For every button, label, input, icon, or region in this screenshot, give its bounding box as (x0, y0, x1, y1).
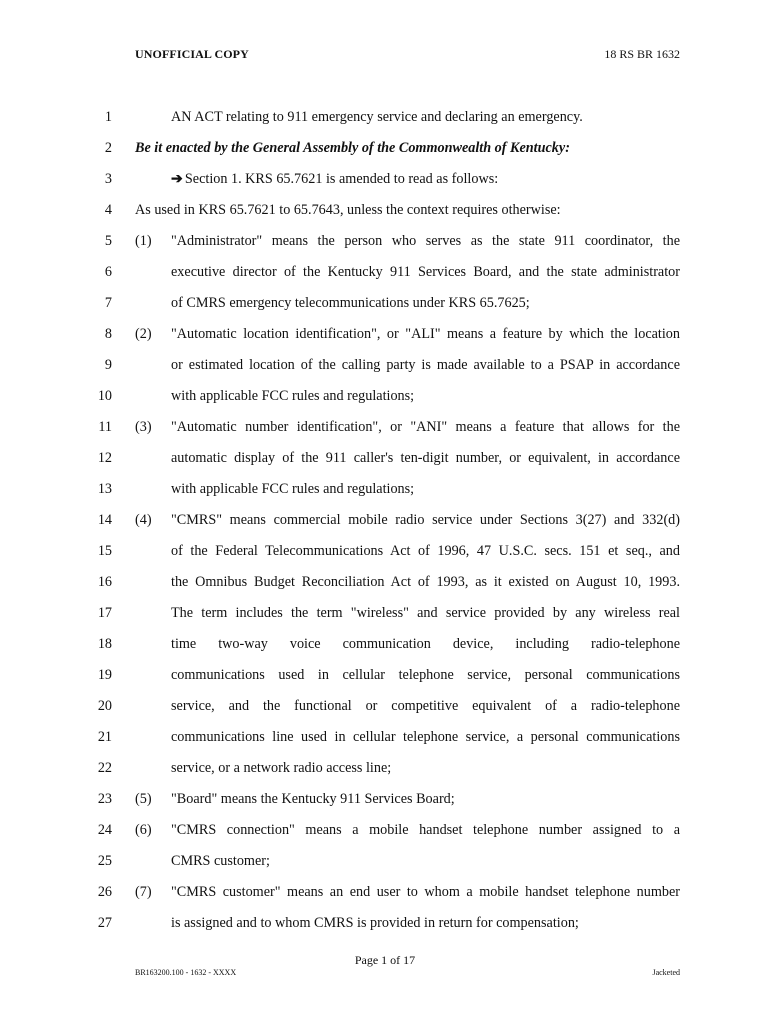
line-text: executive director of the Kentucky 911 Services Board, and the state administrator (171, 264, 680, 280)
line-text: communications used in cellular telephone service, personal communications (171, 667, 680, 683)
line-number: 22 (97, 760, 112, 776)
section-heading-text: Section 1. KRS 65.7621 is amended to read as follows: (184, 171, 499, 187)
document-line (0, 138, 770, 158)
document-line (0, 913, 770, 933)
line-text: "Administrator" means the person who serves as the state 911 coordinator, the (171, 233, 680, 249)
document-line (0, 634, 770, 654)
line-number: 5 (104, 233, 112, 249)
line-text: the Omnibus Budget Reconciliation Act of 1993, as it existed on August 10, 1993. (171, 574, 680, 590)
line-number: 21 (97, 729, 112, 745)
line-text: service, or a network radio access line; (171, 760, 392, 776)
bill-title: AN ACT relating to 911 emergency service and declaring an emergency. (171, 109, 583, 125)
document-line (0, 448, 770, 468)
document-line (0, 758, 770, 778)
document-line (0, 169, 770, 189)
document-line (0, 324, 770, 344)
line-number: 11 (98, 419, 112, 435)
line-number: 12 (97, 450, 112, 466)
line-number: 16 (97, 574, 112, 590)
arrow-right-icon: ➔ (171, 171, 183, 187)
line-number: 1 (104, 109, 112, 125)
line-text: with applicable FCC rules and regulations; (171, 388, 415, 404)
line-number: 3 (104, 171, 112, 187)
line-number: 4 (104, 202, 112, 218)
footer-document-id: BR163200.100 - 1632 - XXXX (135, 968, 237, 977)
line-text: As used in KRS 65.7621 to 65.7643, unless the context requires otherwise: (135, 202, 561, 218)
document-line (0, 696, 770, 716)
item-number: (1) (135, 233, 152, 249)
line-text: is assigned and to whom CMRS is provided in return for compensation; (171, 915, 579, 931)
line-text: The term includes the term "wireless" and service provided by any wireless real (171, 605, 680, 621)
line-number: 20 (97, 698, 112, 714)
document-line (0, 789, 770, 809)
line-text: communications line used in cellular telephone service, a personal communications (171, 729, 680, 745)
line-number: 14 (97, 512, 112, 528)
line-text: with applicable FCC rules and regulations; (171, 481, 415, 497)
document-line (0, 200, 770, 220)
line-number: 17 (97, 605, 112, 621)
line-number: 26 (97, 884, 112, 900)
line-number: 13 (97, 481, 112, 497)
page-number: Page 1 of 17 (354, 953, 416, 967)
document-line (0, 541, 770, 561)
line-text: "Automatic number identification", or "ANI" means a feature that allows for the (171, 419, 680, 435)
enacting-clause: Be it enacted by the General Assembly of the Commonwealth of Kentucky: (135, 140, 570, 156)
line-text: or estimated location of the calling party is made available to a PSAP in accordance (171, 357, 680, 373)
line-text: automatic display of the 911 caller's ten-digit number, or equivalent, in accordance (171, 450, 680, 466)
item-number: (3) (135, 419, 152, 435)
line-text: time two-way voice communication device, including radio-telephone (171, 636, 680, 652)
document-line (0, 107, 770, 127)
document-line (0, 262, 770, 282)
header-right-label: 18 RS BR 1632 (604, 47, 680, 61)
document-line (0, 417, 770, 437)
item-number: (6) (135, 822, 152, 838)
line-number: 8 (104, 326, 112, 342)
line-number: 10 (97, 388, 112, 404)
line-number: 2 (104, 140, 112, 156)
document-line (0, 355, 770, 375)
line-text: service, and the functional or competitive equivalent of a radio-telephone (171, 698, 680, 714)
line-text: "Board" means the Kentucky 911 Services Board; (171, 791, 455, 807)
document-line (0, 851, 770, 871)
line-number: 7 (104, 295, 112, 311)
line-text: of the Federal Telecommunications Act of 1996, 47 U.S.C. secs. 151 et seq., and (171, 543, 680, 559)
document-line (0, 231, 770, 251)
document-line (0, 572, 770, 592)
line-number: 24 (97, 822, 112, 838)
document-line (0, 386, 770, 406)
document-line (0, 293, 770, 313)
line-text: "Automatic location identification", or "ALI" means a feature by which the location (171, 326, 680, 342)
line-number: 18 (97, 636, 112, 652)
line-text: CMRS customer; (171, 853, 270, 869)
line-text: "CMRS" means commercial mobile radio service under Sections 3(27) and 332(d) (171, 512, 680, 528)
document-line (0, 882, 770, 902)
footer-status: Jacketed (652, 968, 680, 977)
line-number: 15 (97, 543, 112, 559)
line-text: "CMRS connection" means a mobile handset telephone number assigned to a (171, 822, 680, 838)
document-line (0, 665, 770, 685)
line-number: 19 (97, 667, 112, 683)
document-line (0, 603, 770, 623)
item-number: (4) (135, 512, 152, 528)
line-text: of CMRS emergency telecommunications under KRS 65.7625; (171, 295, 530, 311)
document-line (0, 727, 770, 747)
line-text: "CMRS customer" means an end user to whom a mobile handset telephone number (171, 884, 680, 900)
item-number: (7) (135, 884, 152, 900)
item-number: (5) (135, 791, 152, 807)
section-heading (171, 169, 498, 189)
line-number: 6 (104, 264, 112, 280)
line-number: 25 (97, 853, 112, 869)
document-line (0, 479, 770, 499)
line-number: 9 (104, 357, 112, 373)
line-number: 23 (97, 791, 112, 807)
line-number: 27 (97, 915, 112, 931)
header-left-label: UNOFFICIAL COPY (135, 47, 249, 61)
item-number: (2) (135, 326, 152, 342)
document-line (0, 820, 770, 840)
document-line (0, 510, 770, 530)
